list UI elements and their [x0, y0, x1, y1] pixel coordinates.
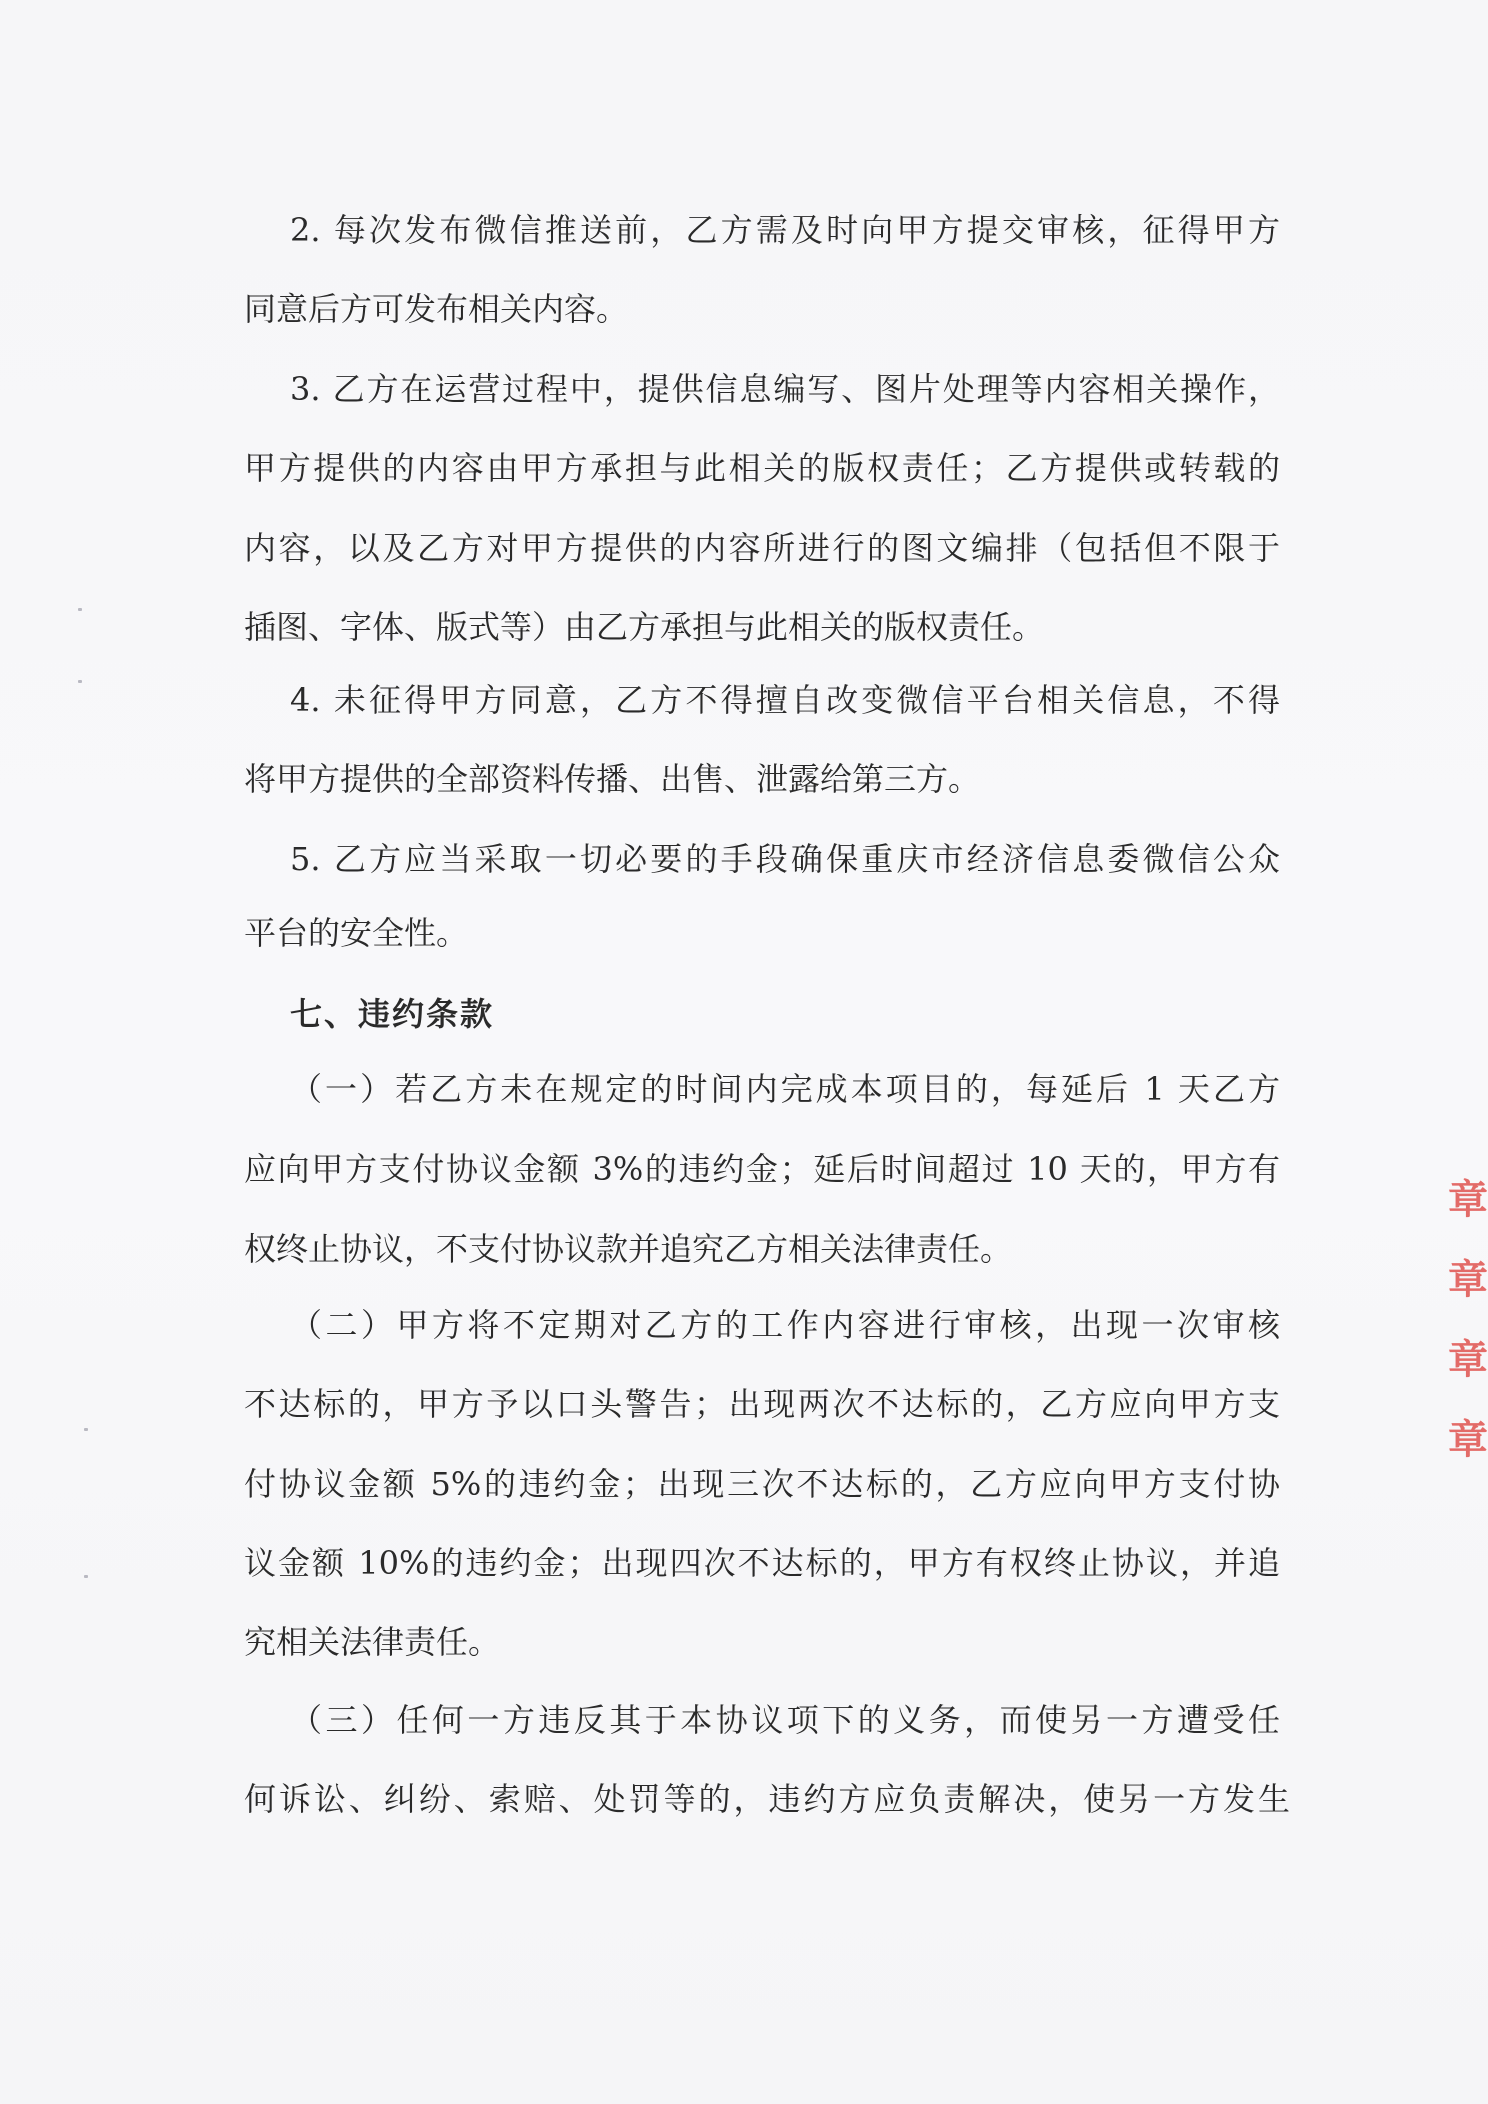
- text-line: 应向甲方支付协议金额 3%的违约金；延后时间超过 10 天的，甲方有: [244, 1150, 1280, 1188]
- scan-speck: [84, 1428, 88, 1431]
- text-line: 不达标的，甲方予以口头警告；出现两次不达标的，乙方应向甲方支: [244, 1385, 1280, 1423]
- text-line: （二）甲方将不定期对乙方的工作内容进行审核，出现一次审核: [290, 1306, 1280, 1344]
- seal-fragment: 章: [1448, 1337, 1488, 1383]
- text-line: 议金额 10%的违约金；出现四次不达标的，甲方有权终止协议，并追: [244, 1544, 1280, 1582]
- text-line: （三）任何一方违反其于本协议项下的义务，而使另一方遭受任: [290, 1701, 1280, 1739]
- text-line: 甲方提供的内容由甲方承担与此相关的版权责任；乙方提供或转载的: [244, 449, 1280, 487]
- text-line: 5. 乙方应当采取一切必要的手段确保重庆市经济信息委微信公众: [290, 840, 1280, 878]
- text-line: 究相关法律责任。: [244, 1623, 501, 1661]
- scan-speck: [78, 680, 82, 683]
- text-line: （一）若乙方未在规定的时间内完成本项目的，每延后 1 天乙方: [290, 1070, 1280, 1108]
- text-line: 2. 每次发布微信推送前，乙方需及时向甲方提交审核，征得甲方: [290, 211, 1280, 249]
- seal-fragment: 章: [1448, 1417, 1488, 1463]
- text-line: 何诉讼、纠纷、索赔、处罚等的，违约方应负责解决，使另一方发生: [244, 1780, 1290, 1818]
- scan-speck: [78, 608, 82, 611]
- text-line: 插图、字体、版式等）由乙方承担与此相关的版权责任。: [244, 608, 1045, 646]
- section-heading: 七、违约条款: [290, 995, 495, 1033]
- text-line: 4. 未征得甲方同意，乙方不得擅自改变微信平台相关信息，不得: [290, 681, 1280, 719]
- scan-speck: [84, 1575, 88, 1578]
- text-line: 平台的安全性。: [244, 914, 469, 952]
- text-line: 将甲方提供的全部资料传播、出售、泄露给第三方。: [244, 760, 981, 798]
- text-line: 同意后方可发布相关内容。: [244, 290, 629, 328]
- text-line: 3. 乙方在运营过程中，提供信息编写、图片处理等内容相关操作，: [290, 370, 1280, 408]
- red-seal-edge: [1448, 1160, 1488, 1480]
- seal-fragment: 章: [1448, 1257, 1488, 1303]
- text-line: 权终止协议，不支付协议款并追究乙方相关法律责任。: [244, 1230, 1013, 1268]
- seal-fragment: 章: [1448, 1177, 1488, 1223]
- text-line: 内容，以及乙方对甲方提供的内容所进行的图文编排（包括但不限于: [244, 529, 1280, 567]
- text-line: 付协议金额 5%的违约金；出现三次不达标的，乙方应向甲方支付协: [244, 1465, 1280, 1503]
